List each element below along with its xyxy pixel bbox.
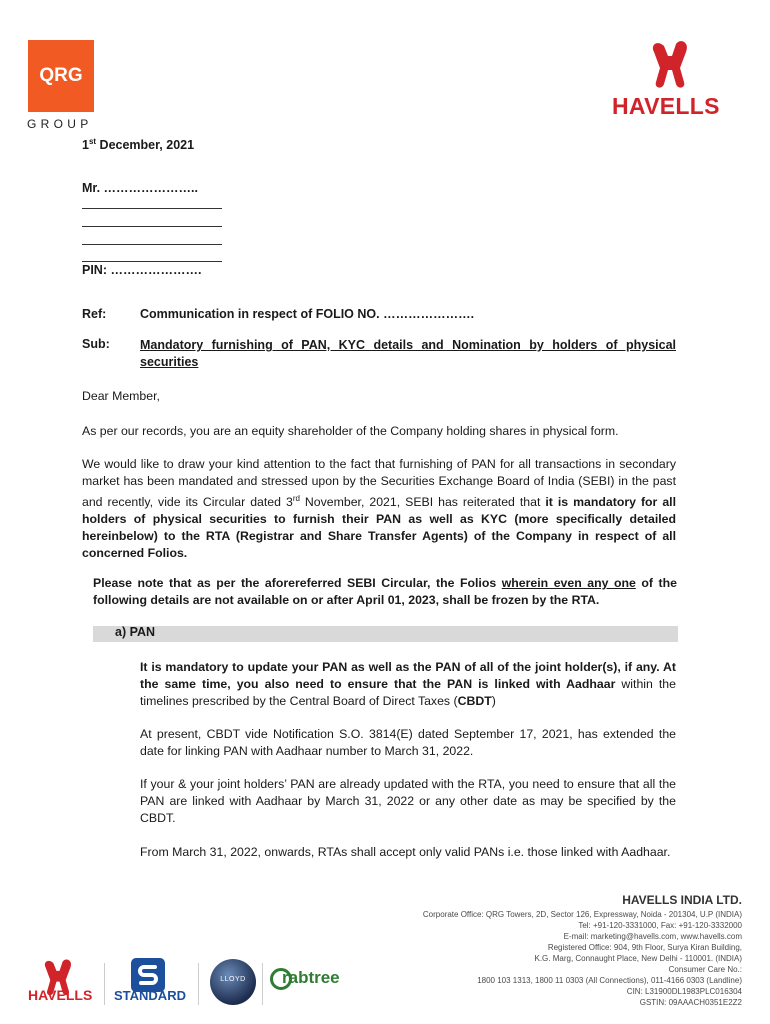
address-line xyxy=(82,208,222,209)
section-header-bar xyxy=(93,626,678,642)
paragraph-1: As per our records, you are an equity shareholder of the Company holding shares in physical form. xyxy=(82,424,619,438)
standard-logo-text: STANDARD xyxy=(114,988,186,1003)
qrg-logo xyxy=(28,40,94,112)
standard-logo-icon xyxy=(131,958,165,992)
havells-logo-icon xyxy=(646,38,694,90)
lloyd-logo-text: LLOYD xyxy=(220,976,246,983)
address-line xyxy=(82,226,222,227)
ref-label: Ref: xyxy=(82,307,107,321)
section-a-para-4: From March 31, 2022, onwards, RTAs shall accept only valid PANs i.e. those linked with Aadhaar. xyxy=(140,845,671,859)
brand-divider xyxy=(198,963,199,1005)
brand-divider xyxy=(104,963,105,1005)
section-a-title: a) PAN xyxy=(115,625,156,639)
letter-date: 1st December, 2021 xyxy=(82,137,195,153)
sub-text: Mandatory furnishing of PAN, KYC details and Nomination by holders of physical securities xyxy=(140,338,676,369)
havells-footer-logo-text: HAVELLS xyxy=(28,987,93,1003)
greeting: Dear Member, xyxy=(82,389,160,403)
section-a-para-2: At present, CBDT vide Notification S.O. 3814(E) dated September 17, 2021, has extended the date for linking PAN with Aadhaar number to March 31, 2022. xyxy=(140,727,676,758)
havells-logo-text: HAVELLS xyxy=(612,93,720,119)
paragraph-2: We would like to draw your kind attention to the fact that furnishing of PAN for all transactions in secondary market has been mandated and stressed upon by the Securities Exchange Board of India (SEBI) in the past and recently, vide its Circular dated 3rd November, 2021, SEBI has reiterated that it is mandatory for all holders of physical securities to furnish their PAN as well as KYC (more specifically detailed hereinbelow) to the RTA (Registrar and Share Transfer Agents) of the Company in respect of all concerned Folios. xyxy=(82,457,676,561)
footer-company-name: HAVELLS INDIA LTD. xyxy=(622,893,742,907)
addressee-name: Mr. ………………….. xyxy=(82,181,198,195)
section-a-para-3: If your & your joint holders’ PAN are already updated with the RTA, you need to ensure that all the PAN are linked with Aadhaar by March 31, 2022 or any other date as may be specified by the CBDT. xyxy=(140,777,676,825)
addressee-pin: PIN: …………………. xyxy=(82,263,202,277)
section-a-para-1: It is mandatory to update your PAN as well as the PAN of all of the joint holder(s), if any. At the same time, you also need to ensure that the PAN is linked with Aadhaar within the timelines prescribed by the Central Board of Direct Taxes (CBDT) xyxy=(140,660,676,708)
ref-text: Communication in respect of FOLIO NO. …………………. xyxy=(140,307,475,321)
footer-address: Corporate Office: QRG Towers, 2D, Sector 126, Expressway, Noida - 201304, U.P (INDIA) Tel: +91-120-3331000, Fax: +91-120-3332000 E-mail: marketing@havells.com, www.havells.com Registered Office: 904, 9th Floor, Surya Kiran Building, K.G. Marg, Connaught Place, New Delhi - 110001. (INDIA) Consumer Care No.: 1800 103 1313, 1800 11 0303 (All Connections), 011-4166 0303 (Landline) CIN: L31900DL1983PLC016304 GSTIN: 09AAACH0351E2Z2 xyxy=(422,910,742,1007)
address-line xyxy=(82,244,222,245)
brand-divider xyxy=(262,963,263,1005)
paragraph-3: Please note that as per the aforereferred SEBI Circular, the Folios wherein even any one of the following details are not available on or after April 01, 2023, shall be frozen by the RTA. xyxy=(93,576,677,607)
sub-label: Sub: xyxy=(82,337,110,351)
qrg-group-text: GROUP xyxy=(27,117,93,131)
crabtree-logo-text: rabtree xyxy=(282,968,340,987)
qrg-logo-text: QRG xyxy=(39,65,83,86)
address-line xyxy=(82,261,222,262)
